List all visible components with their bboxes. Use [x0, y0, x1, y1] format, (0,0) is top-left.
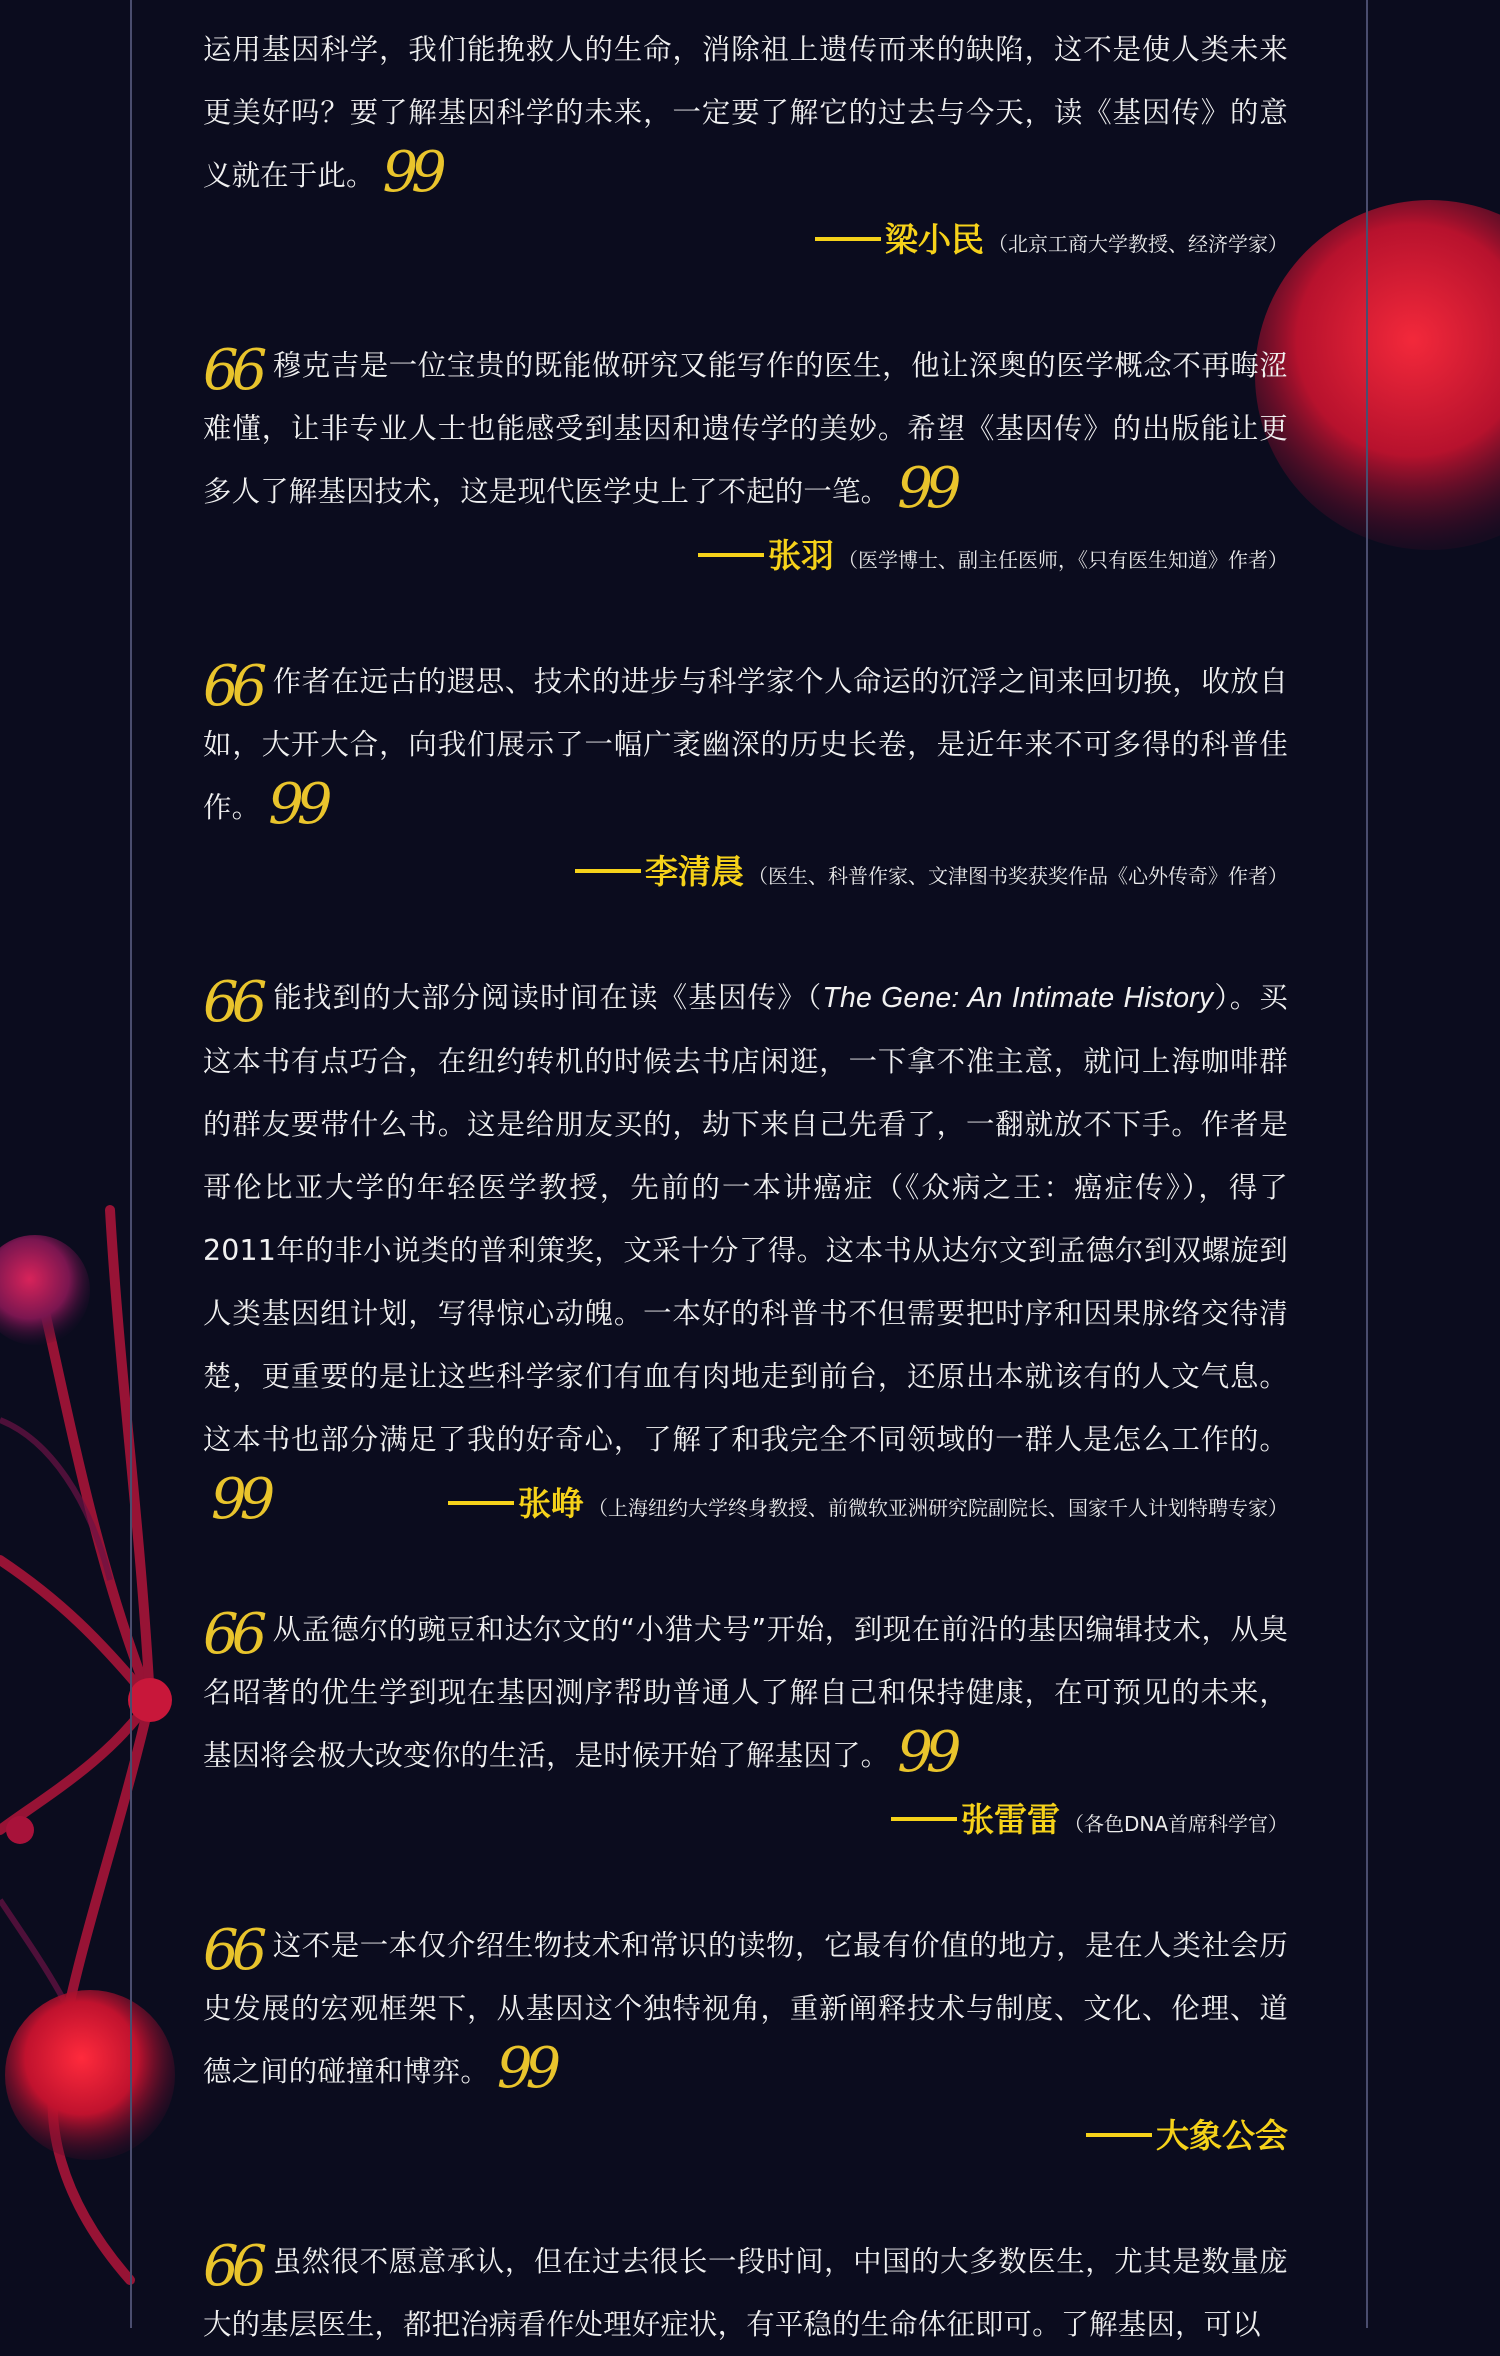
author-description: （上海纽约大学终身教授、前微软亚洲研究院副院长、国家千人计划特聘专家） [588, 1496, 1288, 1520]
attribution-liang [815, 214, 1288, 261]
quote-block-zhangzheng [203, 966, 1288, 1534]
attribution-zhangyu [698, 530, 1288, 577]
dash [891, 1817, 957, 1821]
quote-text: 66 这不是一本仅介绍生物技术和常识的读物，它最有价值的地方，是在人类社会历史发展的宏观框架下，从基因这个独特视角，重新阐释技术与制度、文化、伦理、道德之间的碰撞和博弈。 99 [203, 1918, 1288, 2101]
attribution-daxiang [1086, 2110, 1288, 2157]
quote-block-liang [203, 18, 1288, 207]
quote-text: 66 虽然很不愿意承认，但在过去很长一段时间，中国的大多数医生，尤其是数量庞大的基层医生，都把治病看作处理好症状，有平稳的生命体征即可。了解基因，可以 [203, 2234, 1288, 2341]
dash [448, 1501, 514, 1505]
attribution-liqingchen [575, 846, 1288, 893]
quote-text: 运用基因科学，我们能挽救人的生命，消除祖上遗传而来的缺陷，这不是使人类未来更美好吗？要了解基因科学的未来，一定要了解它的过去与今天，读《基因传》的意义就在于此。 99 [203, 33, 1288, 205]
author-name: 张羽 [768, 536, 834, 575]
quote-text: 66 作者在远古的遐思、技术的进步与科学家个人命运的沉浮之间来回切换，收放自如，大开大合，向我们展示了一幅广袤幽深的历史长卷，是近年来不可多得的科普佳作。 99 [203, 654, 1288, 837]
author-name: 大象公会 [1156, 2116, 1288, 2155]
quote-block-daxiang [203, 1914, 1288, 2103]
attribution-zhangleilei [891, 1794, 1288, 1841]
author-name: 张雷雷 [960, 1800, 1060, 1839]
quote-block-liqingchen [203, 650, 1288, 839]
author-name: 梁小民 [885, 220, 984, 259]
quote-block-zhangleilei [203, 1598, 1288, 1787]
dash [815, 237, 881, 241]
attribution-zhangzheng [448, 1478, 1288, 1525]
author-description: （医生、科普作家、文津图书奖获奖作品《心外传奇》作者） [748, 864, 1288, 888]
quote-text: 66 穆克吉是一位宝贵的既能做研究又能写作的医生，他让深奥的医学概念不再晦涩难懂，让非专业人士也能感受到基因和遗传学的美妙。希望《基因传》的出版能让更多人了解基因技术，这是现代医学史上了不起的一笔。 99 [203, 338, 1288, 521]
quote-text: 66 能找到的大部分阅读时间在读《基因传》（The Gene: An Intimate History）。买这本书有点巧合，在纽约转机的时候去书店闲逛，一下拿不准主意，就问上海咖啡群的群友要带什么书。这是给朋友买的，劫下来自己先看了，一翻就放不下手。作者是哥伦比亚大学的年轻医学教授，先前的一本讲癌症（《众病之王：癌症传》），得了2011年的非小说类的普利策奖，文采十分了得。这本书从达尔文到孟德尔到双螺旋到人类基因组计划，写得惊心动魄。一本好的科普书不但需要把时序和因果脉络交待清楚，更重要的是让这些科学家们有血有肉地走到前台，还原出本就该有的人文气息。这本书也部分满足了我的好奇心，了解了和我完全不同领域的一群人是怎么工作的。99 [203, 970, 1289, 1532]
quote-block-partial [203, 2230, 1288, 2356]
author-name: 张峥 [518, 1484, 584, 1523]
author-description: （医学博士、副主任医师，《只有医生知道》作者） [838, 548, 1288, 572]
quote-block-zhangyu [203, 334, 1288, 523]
dash [575, 869, 641, 873]
author-description: （各色DNA首席科学官） [1063, 1812, 1288, 1836]
author-description: （北京工商大学教授、经济学家） [988, 232, 1288, 256]
dash [1086, 2133, 1152, 2137]
author-name: 李清晨 [645, 852, 744, 891]
quote-text: 66 从孟德尔的豌豆和达尔文的“小猎犬号”开始，到现在前沿的基因编辑技术，从臭名昭著的优生学到现在基因测序帮助普通人了解自己和保持健康，在可预见的未来，基因将会极大改变你的生活，是时候开始了解基因了。 99 [203, 1602, 1288, 1785]
english-book-title: The Gene: An Intimate History [822, 982, 1214, 1014]
dash [698, 553, 764, 557]
